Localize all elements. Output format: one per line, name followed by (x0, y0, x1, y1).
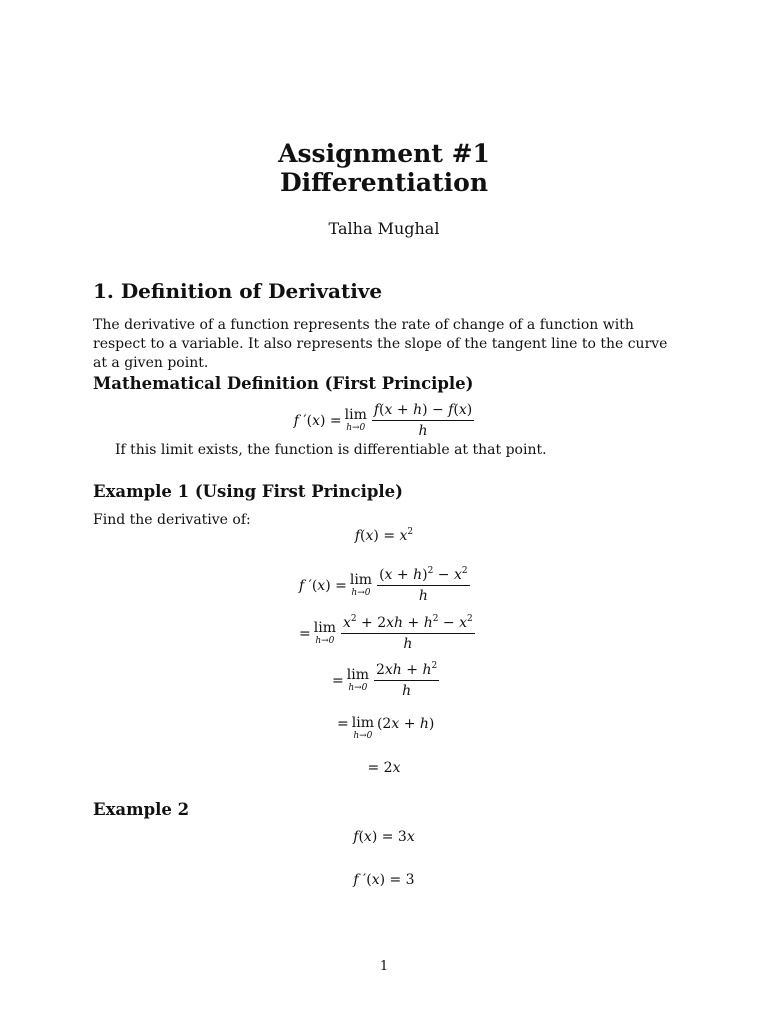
equation-first-principle: f ′(x) = lim h→0 $\frac{f(x + h) - f(x)}{h}$ (293, 402, 473, 440)
definition-paragraph: The derivative of a function represents the rate of change of a function with respect to a variable. It also represents the slope of the tangent line to the curve at a given point. (93, 317, 668, 371)
page-number: 1 (379, 959, 389, 974)
derivation-step-1: f ′(x) = lim h→0 $\frac{(x + h)^2 - x^2}{h}$ (299, 566, 468, 605)
subheading-mathematical-definition: Mathematical Definition (First Principle) (93, 374, 474, 393)
subheading-example-2: Example 2 (93, 800, 190, 819)
equation-derivative-3: f ′(x) = 3 (353, 872, 415, 888)
title-line-1: Assignment #1 (278, 139, 490, 168)
subheading-example-1: Example 1 (Using First Principle) (93, 482, 403, 501)
section-heading-definition: 1. Definition of Derivative (93, 279, 383, 303)
title-line-2: Differentiation (280, 168, 488, 197)
derivation-step-4: = lim h→0 (2x + h) (337, 715, 435, 741)
differentiable-note: If this limit exists, the function is differentiable at that point. (115, 442, 547, 458)
equation-function-x-squared: $f(x) = x^2$ (354, 527, 414, 544)
derivation-step-2: = lim h→0 $\frac{x^2 + 2xh + h^2 - x^2}{h}$ (299, 614, 473, 653)
derivation-result: = 2x (367, 760, 401, 776)
author-name: Talha Mughal (328, 219, 440, 238)
equation-function-3x: f(x) = 3x (353, 829, 415, 845)
derivation-step-3: = lim h→0 $\frac{2xh + h^2}{h}$ (332, 661, 438, 700)
example-1-intro: Find the derivative of: (93, 512, 251, 528)
